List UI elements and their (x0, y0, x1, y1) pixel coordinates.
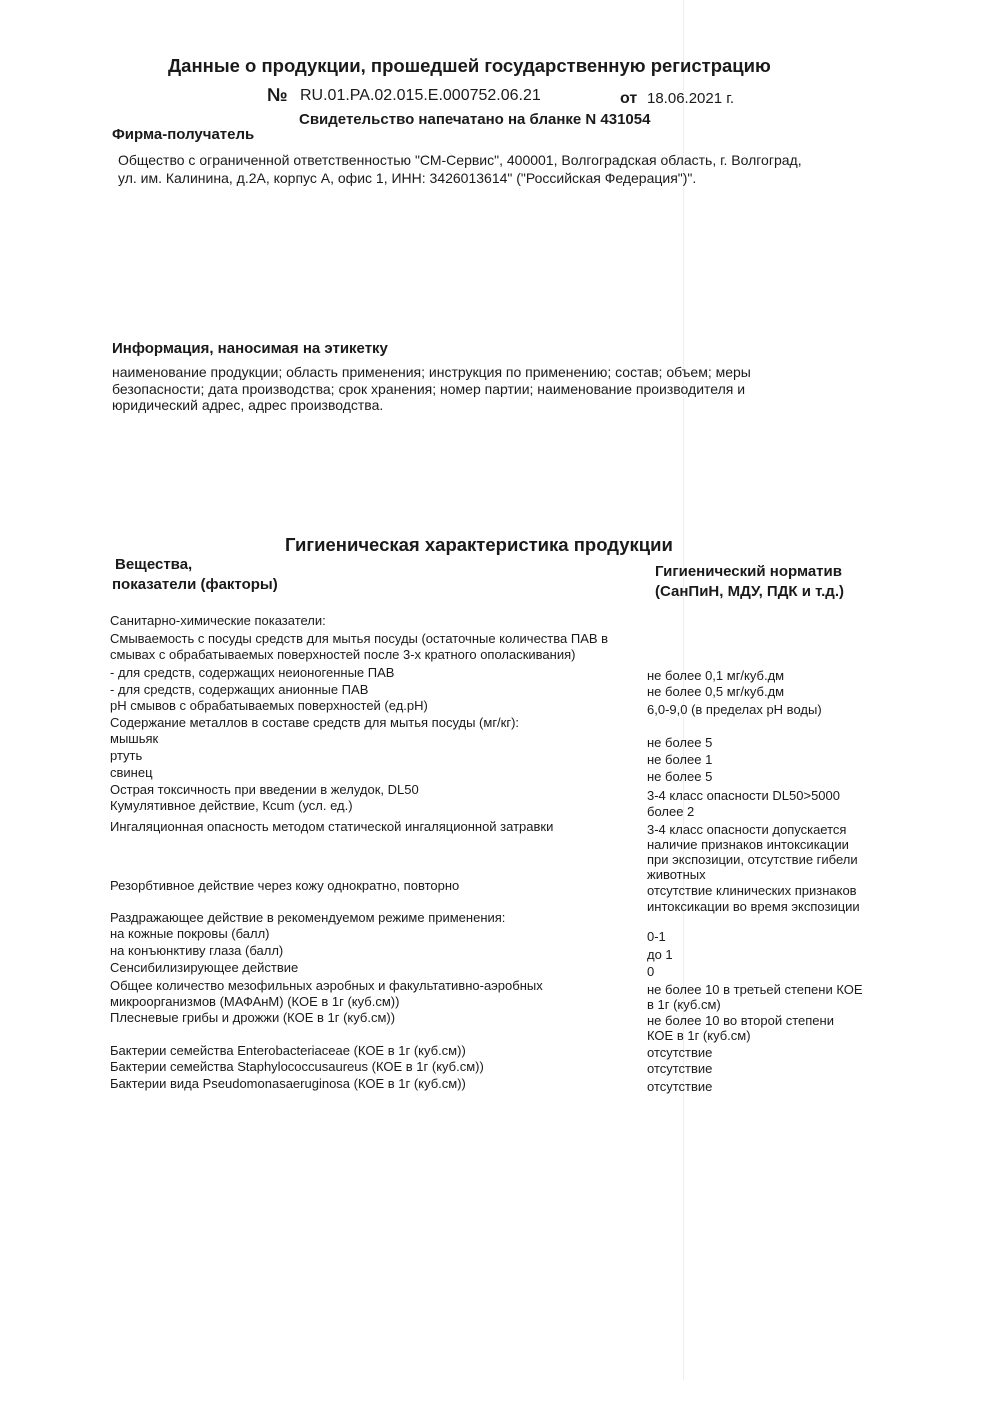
indicator-label: Раздражающее действие в рекомендуемом режиме применения: (110, 910, 506, 925)
recipient-heading: Фирма-получатель (112, 126, 255, 143)
indicator-label: смывах с обрабатываемых поверхностей после 3-х кратного ополаскивания) (110, 647, 576, 662)
registration-number: RU.01.PA.02.015.E.000752.06.21 (300, 87, 541, 104)
norm-value: более 2 (647, 804, 695, 819)
recipient-line: ул. им. Калинина, д.2А, корпус А, офис 1, ИНН: 3426013614" ("Российская Федерация")". (118, 170, 697, 186)
norm-value: отсутствие (647, 1079, 713, 1094)
label-info-line: юридический адрес, адрес производства. (112, 397, 384, 413)
blank-note: Свидетельство напечатано на бланке N 431054 (299, 111, 651, 128)
label-info-line: безопасности; дата производства; срок хранения; номер партии; наименование производителя и (112, 381, 746, 397)
indicator-label: Санитарно-химические показатели: (110, 613, 326, 628)
recipient-line: Общество с ограниченной ответственностью "СМ-Сервис", 400001, Волгоградская область, г. Волгоград, (118, 152, 802, 168)
registration-date: 18.06.2021 г. (647, 90, 735, 107)
indicator-label: - для средств, содержащих анионные ПАВ (110, 682, 369, 697)
indicator-label: Содержание металлов в составе средств для мытья посуды (мг/кг): (110, 715, 520, 730)
number-sign: № (267, 84, 288, 105)
indicator-label: на кожные покровы (балл) (110, 926, 270, 941)
norm-value: отсутствие (647, 1045, 713, 1060)
indicator-label: Сенсибилизирующее действие (110, 960, 299, 975)
norm-value: КОЕ в 1г (куб.см) (647, 1028, 751, 1043)
left-column-header: Вещества, (115, 556, 193, 573)
indicator-label: на конъюнктиву глаза (балл) (110, 943, 284, 958)
norm-value: не более 5 (647, 769, 713, 784)
indicator-label: Острая токсичность при введении в желудок, DL50 (110, 782, 419, 797)
norm-value: 0 (647, 964, 655, 979)
left-column-header: показатели (факторы) (112, 576, 278, 593)
indicator-label: Кумулятивное действие, Кcum (усл. ед.) (110, 798, 353, 813)
date-prefix: от (620, 90, 638, 107)
norm-value: 3-4 класс опасности допускается (647, 822, 847, 837)
norm-value: до 1 (647, 947, 673, 962)
indicator-label: pH смывов с обрабатываемых поверхностей (ед.pH) (110, 698, 428, 713)
indicator-label: Смываемость с посуды средств для мытья посуды (остаточные количества ПАВ в (110, 631, 609, 646)
norm-value: 3-4 класс опасности DL50>5000 (647, 788, 840, 803)
indicator-label: Бактерии вида Pseudomonasaeruginosa (КОЕ в 1г (куб.см)) (110, 1076, 466, 1091)
indicator-label: Плесневые грибы и дрожжи (КОЕ в 1г (куб.см)) (110, 1010, 396, 1025)
label-info-line: наименование продукции; область применения; инструкция по применению; состав; объем; меры (112, 364, 751, 380)
indicator-label: мышьяк (110, 731, 159, 746)
norm-value: наличие признаков интоксикации (647, 837, 849, 852)
norm-value: животных (647, 867, 706, 882)
right-column-header: (СанПиН, МДУ, ПДК и т.д.) (655, 583, 844, 600)
indicator-label: Резорбтивное действие через кожу однократно, повторно (110, 878, 460, 893)
indicator-label: микроорганизмов (МАФАнМ) (КОЕ в 1г (куб.см)) (110, 994, 400, 1009)
norm-value: не более 10 в третьей степени КОЕ (647, 982, 863, 997)
indicator-label: ртуть (110, 748, 143, 763)
indicator-label: - для средств, содержащих неионогенные ПАВ (110, 665, 395, 680)
right-column-header: Гигиенический норматив (655, 563, 842, 580)
indicator-label: Бактерии семейства Staphylococcusaureus (КОЕ в 1г (куб.см)) (110, 1059, 484, 1074)
norm-value: не более 10 во второй степени (647, 1013, 834, 1028)
norm-value: 6,0-9,0 (в пределах pH воды) (647, 702, 822, 717)
norm-value: интоксикации во время экспозиции (647, 899, 860, 914)
norm-value: не более 0,1 мг/куб.дм (647, 668, 785, 683)
norm-value: 0-1 (647, 929, 666, 944)
document-title: Данные о продукции, прошедшей государственную регистрацию (168, 55, 771, 76)
norm-value: в 1г (куб.см) (647, 997, 721, 1012)
hygiene-heading: Гигиеническая характеристика продукции (285, 534, 673, 555)
norm-value: при экспозиции, отсутствие гибели (647, 852, 858, 867)
norm-value: не более 1 (647, 752, 713, 767)
norm-value: отсутствие клинических признаков (647, 883, 857, 898)
norm-value: не более 5 (647, 735, 713, 750)
label-info-heading: Информация, наносимая на этикетку (112, 340, 388, 357)
norm-value: отсутствие (647, 1061, 713, 1076)
indicator-label: Ингаляционная опасность методом статической ингаляционной затравки (110, 819, 554, 834)
indicator-label: свинец (110, 765, 153, 780)
indicator-label: Общее количество мезофильных аэробных и факультативно-аэробных (110, 978, 543, 993)
indicator-label: Бактерии семейства Enterobacteriaceae (КОЕ в 1г (куб.см)) (110, 1043, 466, 1058)
norm-value: не более 0,5 мг/куб.дм (647, 684, 785, 699)
